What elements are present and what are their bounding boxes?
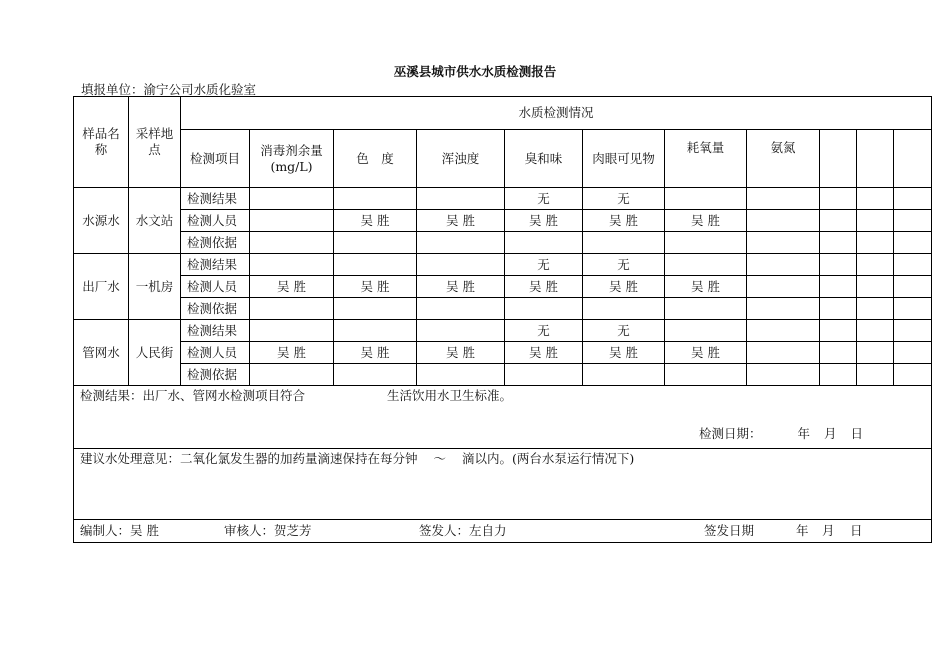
table-cell — [747, 342, 820, 364]
table-cell — [417, 188, 505, 210]
table-cell: 吴 胜 — [250, 342, 334, 364]
table-cell — [665, 232, 747, 254]
table-cell — [250, 210, 334, 232]
blank-cell — [820, 276, 857, 298]
header-col-odor: 臭和味 — [505, 130, 583, 188]
blank-cell — [894, 320, 932, 342]
blank-cell — [894, 210, 932, 232]
issue-date-label: 签发日期 — [704, 523, 755, 538]
row-label: 检测人员 — [181, 210, 250, 232]
footer-cell — [74, 520, 932, 543]
reporting-unit: 填报单位：渝宁公司水质化验室 — [81, 82, 257, 97]
header-blank — [820, 130, 857, 188]
header-col-turbidity: 浑浊度 — [417, 130, 505, 188]
table-cell — [334, 188, 417, 210]
row-label: 检测结果 — [181, 254, 250, 276]
table-row — [74, 320, 932, 342]
table-cell: 吴 胜 — [505, 276, 583, 298]
table-cell — [250, 232, 334, 254]
table-cell: 吴 胜 — [417, 210, 505, 232]
blank-cell — [857, 320, 894, 342]
table-cell: 吴 胜 — [665, 276, 747, 298]
advice-cell: 建议水处理意见：二氧化氯发生器的加药量滴速保持在每分钟 ～ 滴以内。(两台水泵运行情况下) — [74, 449, 932, 520]
table-cell — [417, 254, 505, 276]
header-sample-site: 采样地点 — [129, 97, 181, 188]
table-cell: 吴 胜 — [505, 342, 583, 364]
table-cell: 无 — [505, 320, 583, 342]
header-blank — [894, 130, 932, 188]
table-row — [74, 254, 932, 276]
row-label: 检测人员 — [181, 342, 250, 364]
table-cell — [250, 188, 334, 210]
table-cell — [250, 254, 334, 276]
sample-site: 一机房 — [129, 254, 181, 320]
table-row — [74, 342, 932, 364]
table-cell — [334, 298, 417, 320]
row-label: 检测结果 — [181, 188, 250, 210]
table-cell — [747, 210, 820, 232]
table-row — [74, 298, 932, 320]
table-cell: 无 — [583, 188, 665, 210]
table-cell: 吴 胜 — [583, 342, 665, 364]
sample-name: 出厂水 — [74, 254, 129, 320]
table-cell — [747, 298, 820, 320]
blank-cell — [894, 298, 932, 320]
blank-cell — [857, 276, 894, 298]
issue-day: 日 — [850, 523, 863, 538]
table-cell: 吴 胜 — [417, 342, 505, 364]
header-blank — [857, 130, 894, 188]
table-row — [74, 188, 932, 210]
table-cell: 无 — [583, 254, 665, 276]
advice-text-a: 建议水处理意见：二氧化氯发生器的加药量滴速保持在每分钟 — [80, 451, 418, 466]
row-label: 检测结果 — [181, 320, 250, 342]
table-cell — [505, 364, 583, 386]
table-cell — [250, 320, 334, 342]
blank-cell — [857, 232, 894, 254]
blank-cell — [894, 342, 932, 364]
row-label: 检测依据 — [181, 364, 250, 386]
table-cell — [665, 364, 747, 386]
header-col-ammonia: 氨氮 — [747, 130, 820, 188]
table-row — [74, 232, 932, 254]
reviewer: 审核人：贺芝芳 — [224, 523, 312, 538]
table-cell: 无 — [505, 188, 583, 210]
blank-cell — [820, 232, 857, 254]
table-row — [74, 276, 932, 298]
blank-cell — [857, 364, 894, 386]
advice-text-b: 滴以内。(两台水泵运行情况下) — [462, 451, 635, 466]
table-cell — [583, 364, 665, 386]
blank-cell — [820, 254, 857, 276]
table-cell — [334, 232, 417, 254]
table-cell — [417, 232, 505, 254]
blank-cell — [820, 210, 857, 232]
blank-cell — [857, 254, 894, 276]
table-cell — [505, 298, 583, 320]
blank-cell — [820, 188, 857, 210]
table-cell — [747, 364, 820, 386]
table-cell — [417, 364, 505, 386]
blank-cell — [894, 188, 932, 210]
table-cell — [250, 298, 334, 320]
blank-cell — [857, 188, 894, 210]
table-cell: 吴 胜 — [583, 276, 665, 298]
conclusion-cell — [74, 386, 932, 449]
table-cell — [665, 298, 747, 320]
table-cell — [583, 232, 665, 254]
row-label: 检测人员 — [181, 276, 250, 298]
table-cell — [747, 188, 820, 210]
table-cell — [583, 298, 665, 320]
blank-cell — [820, 342, 857, 364]
issue-year: 年 — [796, 523, 809, 538]
table-cell: 吴 胜 — [417, 276, 505, 298]
blank-cell — [894, 232, 932, 254]
table-cell: 吴 胜 — [250, 276, 334, 298]
header-item: 检测项目 — [181, 130, 250, 188]
header-col-visible: 肉眼可见物 — [583, 130, 665, 188]
group-body — [74, 188, 932, 386]
table-cell — [250, 364, 334, 386]
blank-cell — [820, 364, 857, 386]
table-cell — [665, 188, 747, 210]
header-sample-name: 样品名称 — [74, 97, 129, 188]
table-cell: 吴 胜 — [583, 210, 665, 232]
blank-cell — [820, 298, 857, 320]
table-cell: 无 — [505, 254, 583, 276]
report-title: 巫溪县城市供水水质检测报告 — [393, 64, 557, 79]
header-col-oxygen: 耗氧量 — [665, 130, 747, 188]
issue-month: 月 — [822, 523, 835, 538]
table-cell — [505, 232, 583, 254]
table-cell — [417, 298, 505, 320]
table-cell: 吴 胜 — [665, 342, 747, 364]
header-col-disinfectant: 消毒剂余量(mg/L) — [250, 130, 334, 188]
blank-cell — [857, 342, 894, 364]
table-cell — [747, 320, 820, 342]
blank-cell — [857, 210, 894, 232]
sample-name: 水源水 — [74, 188, 129, 254]
table-cell — [334, 254, 417, 276]
table-cell: 吴 胜 — [334, 276, 417, 298]
table-cell — [417, 320, 505, 342]
header-group: 水质检测情况 — [181, 97, 932, 130]
sample-site: 人民街 — [129, 320, 181, 386]
table-cell — [747, 254, 820, 276]
table-cell — [665, 320, 747, 342]
conclusion-text-a: 检测结果：出厂水、管网水检测项目符合 — [80, 388, 306, 403]
row-label: 检测依据 — [181, 232, 250, 254]
table-row — [74, 364, 932, 386]
row-label: 检测依据 — [181, 298, 250, 320]
blank-cell — [894, 364, 932, 386]
table-cell — [665, 254, 747, 276]
table-row — [74, 210, 932, 232]
sample-name: 管网水 — [74, 320, 129, 386]
table-cell: 吴 胜 — [505, 210, 583, 232]
blank-cell — [894, 276, 932, 298]
table-cell: 吴 胜 — [665, 210, 747, 232]
table-cell — [747, 232, 820, 254]
blank-cell — [820, 320, 857, 342]
blank-cell — [857, 298, 894, 320]
table-cell: 吴 胜 — [334, 342, 417, 364]
editor: 编制人：吴 胜 — [80, 523, 159, 538]
water-quality-table — [73, 96, 932, 543]
table-cell: 吴 胜 — [334, 210, 417, 232]
table-cell: 无 — [583, 320, 665, 342]
test-date: 检测日期： 年 月 日 — [698, 426, 864, 441]
table-cell — [747, 276, 820, 298]
table-cell — [334, 320, 417, 342]
table-cell — [334, 364, 417, 386]
conclusion-text-b: 生活饮用水卫生标准。 — [387, 388, 513, 403]
sample-site: 水文站 — [129, 188, 181, 254]
issuer: 签发人：左自力 — [419, 523, 507, 538]
blank-cell — [894, 254, 932, 276]
header-col-color: 色 度 — [334, 130, 417, 188]
